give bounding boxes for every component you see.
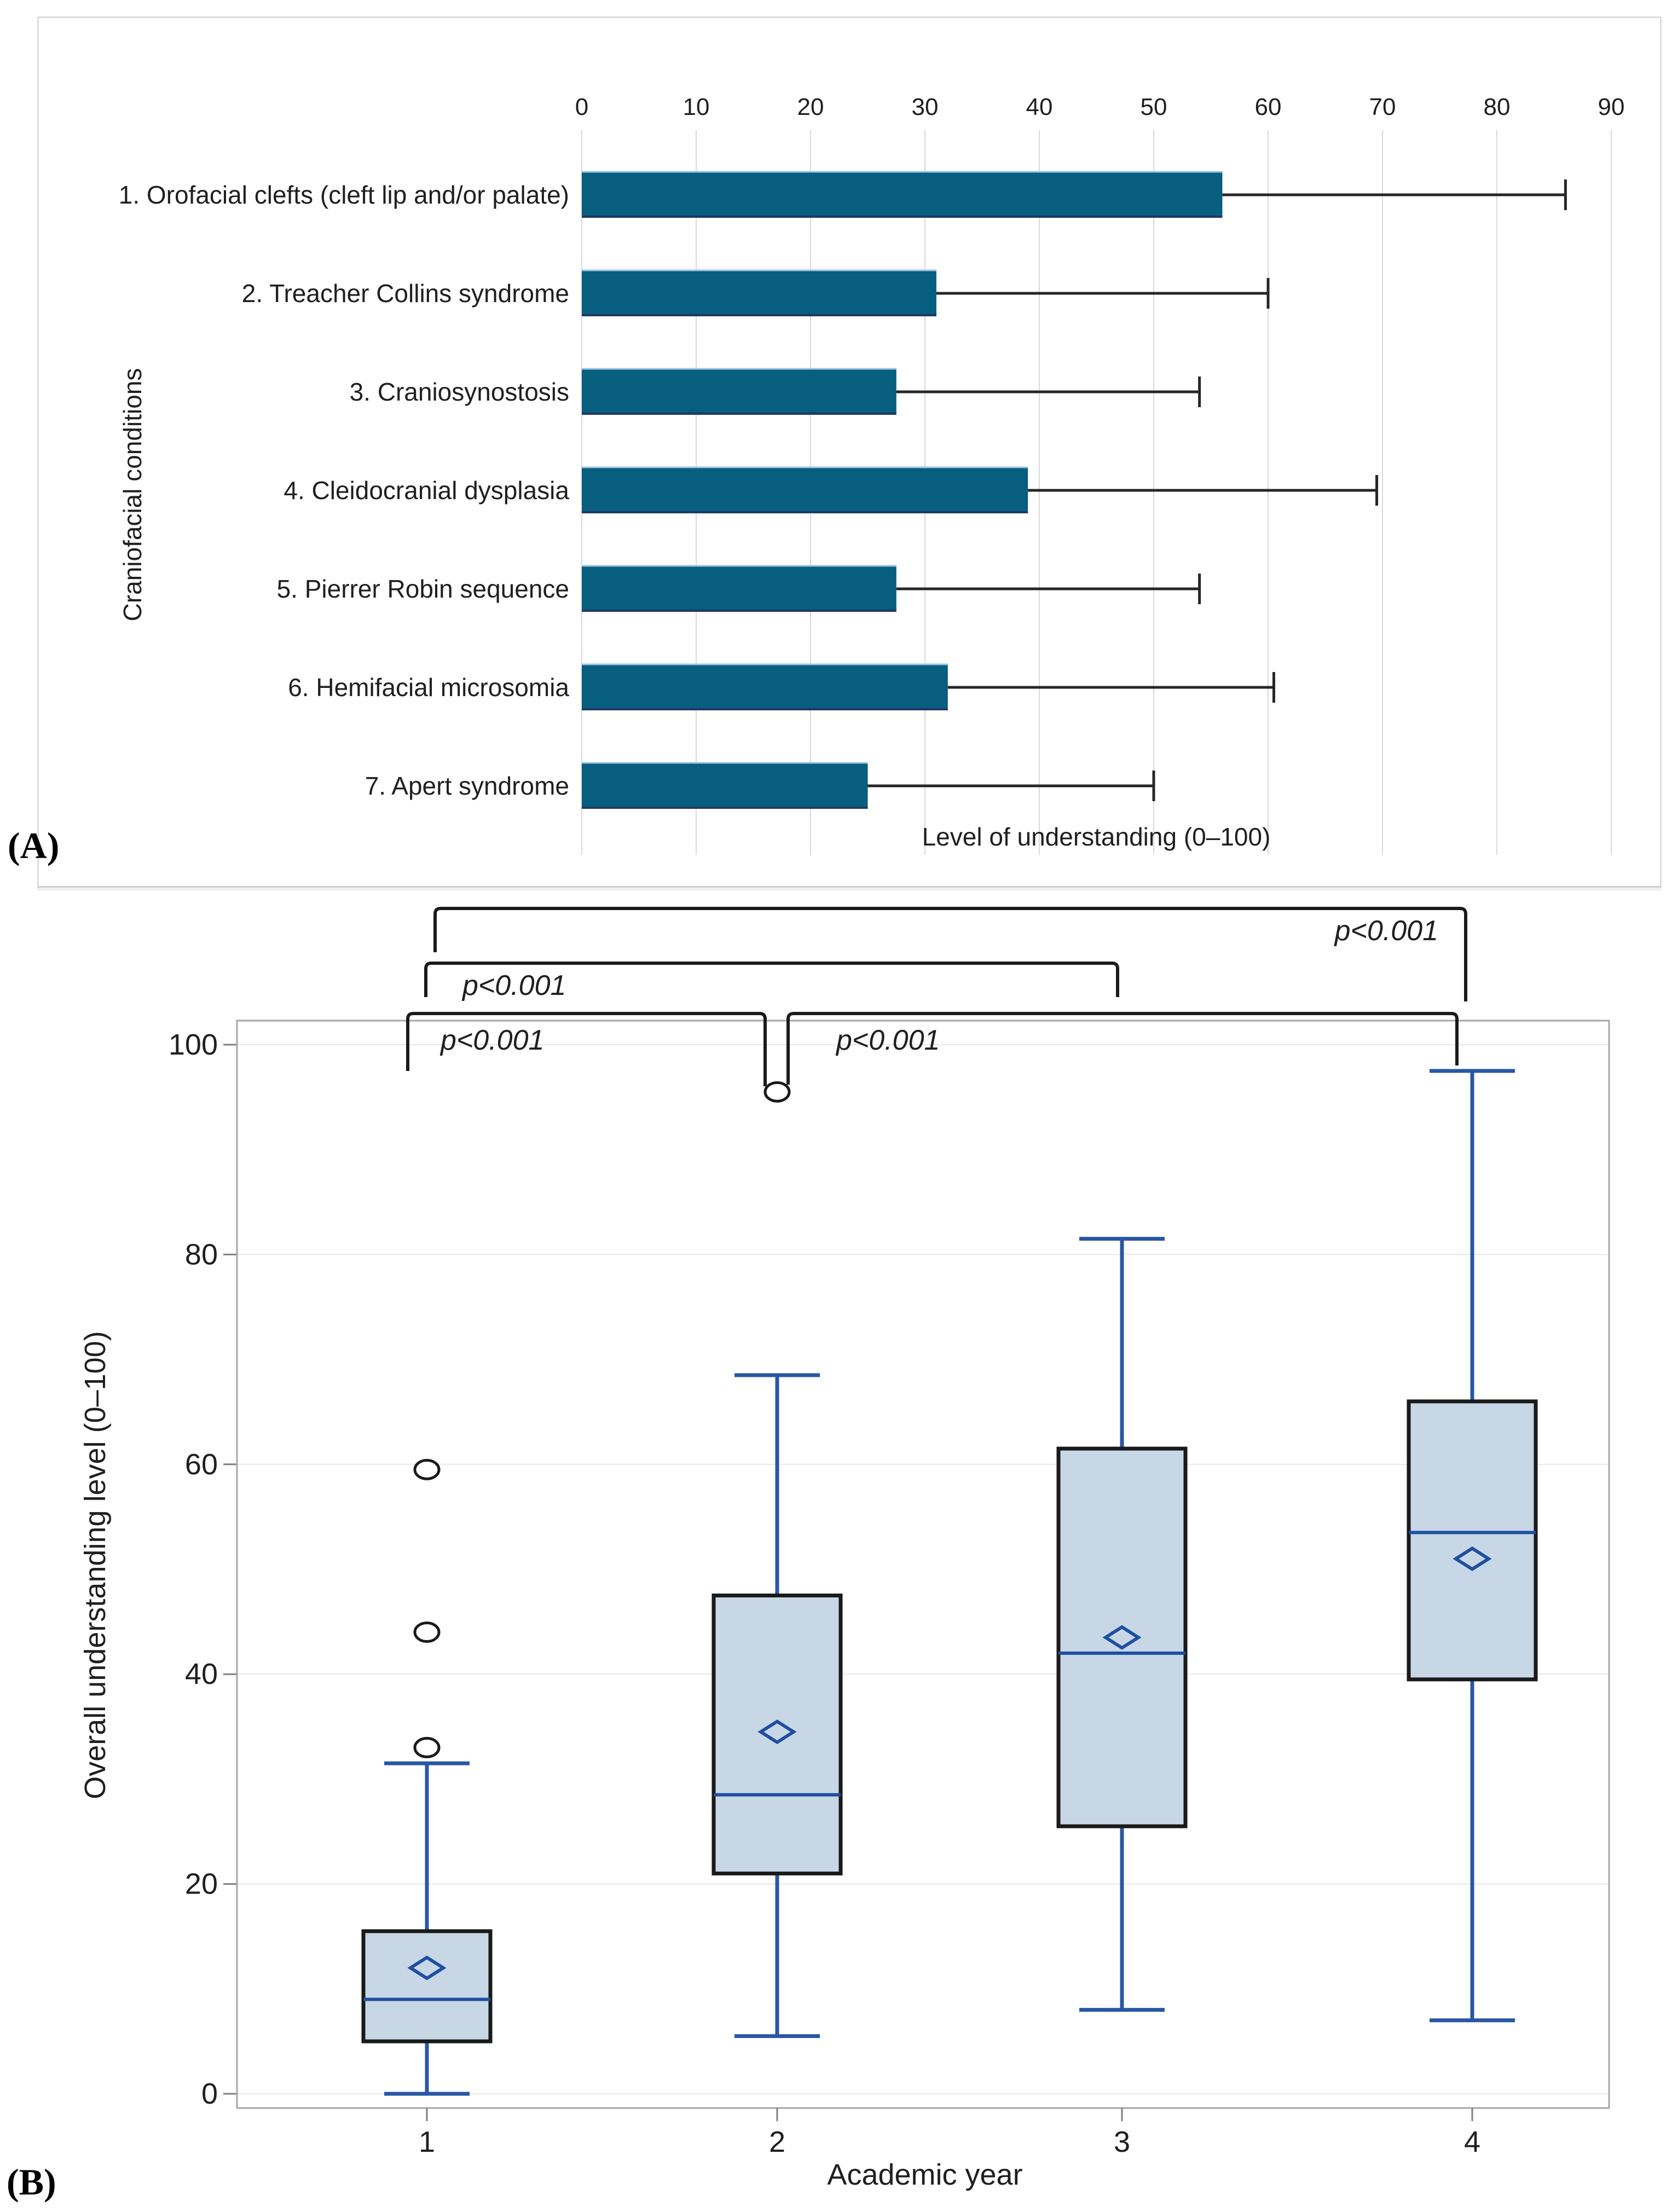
category-label: 7. Apert syndrome bbox=[365, 772, 569, 800]
category-label: 6. Hemifacial microsomia bbox=[288, 673, 569, 702]
y-axis-title: Overall understanding level (0–100) bbox=[79, 1331, 112, 1799]
category-label: 3. Craniosynostosis bbox=[349, 378, 569, 406]
bar bbox=[582, 763, 868, 809]
x-axis-title: Academic year bbox=[827, 2158, 1023, 2191]
x-axis-tick-label: 70 bbox=[1369, 94, 1396, 120]
significance-bracket bbox=[435, 908, 1466, 1001]
y-axis-tick-label: 40 bbox=[184, 1658, 218, 1691]
x-axis-tick-label: 60 bbox=[1254, 94, 1282, 120]
bar bbox=[582, 172, 1222, 218]
p-value-label: p<0.001 bbox=[462, 970, 566, 1001]
category-label: 1. Orofacial clefts (cleft lip and/or palate) bbox=[118, 181, 569, 209]
category-label: 4. Cleidocranial dysplasia bbox=[284, 476, 569, 505]
category-label: 5. Pierrer Robin sequence bbox=[276, 575, 569, 603]
panel-b-letter: (B) bbox=[7, 2161, 56, 2203]
p-value-label: p<0.001 bbox=[441, 1024, 545, 1056]
bar bbox=[582, 369, 896, 415]
bar bbox=[582, 566, 896, 612]
x-axis-tick-label: 90 bbox=[1598, 94, 1625, 120]
outlier-point bbox=[415, 1460, 439, 1479]
x-axis-tick-label: 50 bbox=[1140, 94, 1167, 120]
category-label: 2. Treacher Collins syndrome bbox=[241, 279, 569, 308]
p-value-label: p<0.001 bbox=[1334, 915, 1438, 947]
x-axis-title: Level of understanding (0–100) bbox=[922, 823, 1271, 851]
bar bbox=[582, 467, 1028, 513]
panel-a-letter: (A) bbox=[8, 825, 60, 866]
y-axis-tick-label: 80 bbox=[184, 1238, 218, 1271]
x-axis-tick-label: 0 bbox=[575, 94, 589, 120]
x-axis-tick-label: 3 bbox=[1113, 2126, 1131, 2158]
x-axis-tick-label: 10 bbox=[682, 94, 710, 120]
box bbox=[363, 1931, 490, 2041]
y-axis-tick-label: 0 bbox=[201, 2077, 218, 2110]
x-axis-tick-label: 40 bbox=[1026, 94, 1053, 120]
y-axis-tick-label: 100 bbox=[168, 1028, 218, 1061]
outlier-point bbox=[415, 1738, 439, 1757]
bar bbox=[582, 664, 948, 710]
bar bbox=[582, 270, 936, 316]
bar-chart-panel-a bbox=[38, 18, 1658, 884]
box bbox=[714, 1595, 841, 1873]
x-axis-tick-label: 4 bbox=[1463, 2126, 1481, 2158]
x-axis-tick-label: 1 bbox=[418, 2126, 436, 2158]
x-axis-tick-label: 20 bbox=[797, 94, 824, 120]
x-axis-tick-label: 2 bbox=[768, 2126, 786, 2158]
box-plot-panel-b bbox=[55, 892, 1642, 2212]
x-axis-tick-label: 30 bbox=[911, 94, 939, 120]
box bbox=[1409, 1402, 1536, 1680]
y-axis-title: Craniofacial conditions bbox=[118, 368, 147, 622]
y-axis-tick-label: 20 bbox=[184, 1867, 218, 1901]
x-axis-tick-label: 80 bbox=[1483, 94, 1511, 120]
outlier-point bbox=[765, 1082, 789, 1101]
box bbox=[1058, 1449, 1185, 1826]
p-value-label: p<0.001 bbox=[836, 1024, 940, 1056]
y-axis-tick-label: 60 bbox=[184, 1447, 218, 1481]
outlier-point bbox=[415, 1623, 439, 1642]
